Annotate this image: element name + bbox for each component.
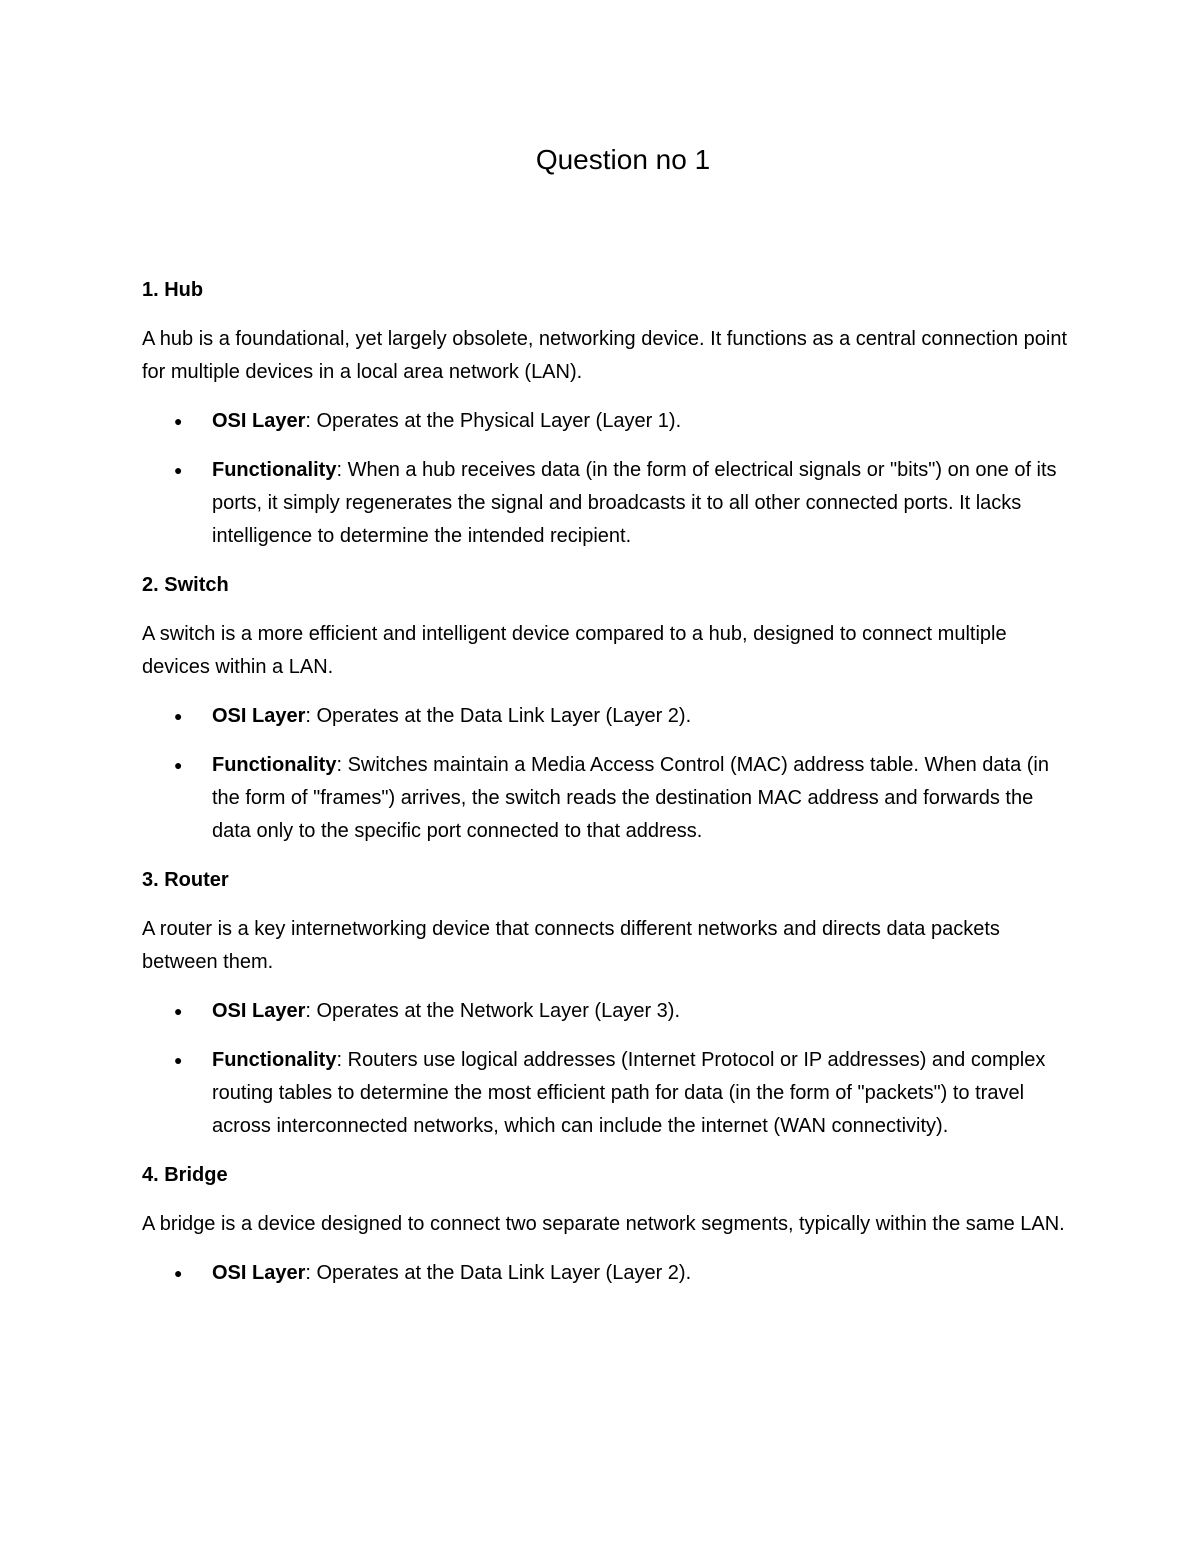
section-description: A hub is a foundational, yet largely obsolete, networking device. It functions as a central connection point for multiple devices in a local area network (LAN).	[142, 328, 1068, 383]
document-title: Question no 1	[535, 144, 711, 175]
section-heading: 4. Bridge	[142, 1164, 228, 1186]
bullet-icon: ●	[174, 462, 183, 478]
section-bridge	[142, 1159, 1072, 1290]
point-term: Functionality	[212, 1049, 337, 1071]
list-item	[142, 995, 1072, 1028]
point-text: : When a hub receives data (in the form of electrical signals or "bits") on one of its ports, it simply regenerates the signal and broadcasts it to all other connected ports. It lacks intelligence to determine the intended recipient.	[212, 459, 1057, 547]
section-description: A router is a key internetworking device that connects different networks and directs data packets between them.	[142, 918, 1000, 973]
point-text: : Routers use logical addresses (Internet Protocol or IP addresses) and complex routing tables to determine the most efficient path for data (in the form of "packets") to travel across interconnected networks, which can include the internet (WAN connectivity).	[212, 1049, 1046, 1137]
section-heading: 2. Switch	[142, 574, 229, 596]
bullet-list	[142, 700, 1072, 848]
point-text: : Operates at the Data Link Layer (Layer 2).	[305, 705, 692, 727]
bullet-icon: ●	[174, 1003, 183, 1019]
bullet-icon: ●	[174, 757, 183, 773]
section-heading: 1. Hub	[142, 279, 204, 301]
point-term: Functionality	[212, 754, 337, 776]
document-page	[142, 140, 1072, 1306]
point-text: : Operates at the Data Link Layer (Layer 2).	[305, 1262, 692, 1284]
point-term: Functionality	[212, 459, 337, 481]
point-text: : Operates at the Physical Layer (Layer 1).	[305, 410, 682, 432]
list-item	[142, 405, 1072, 438]
bullet-icon: ●	[174, 708, 183, 724]
bullet-icon: ●	[174, 413, 183, 429]
bullet-list	[142, 405, 1072, 553]
bullet-list	[142, 1257, 1072, 1290]
point-term: OSI Layer	[212, 1000, 306, 1022]
bullet-icon: ●	[174, 1052, 183, 1068]
list-item	[142, 1257, 1072, 1290]
bullet-list	[142, 995, 1072, 1143]
point-text: : Operates at the Network Layer (Layer 3).	[305, 1000, 680, 1022]
section-description: A bridge is a device designed to connect two separate network segments, typically within the same LAN.	[142, 1213, 1065, 1235]
section-description: A switch is a more efficient and intelligent device compared to a hub, designed to connect multiple devices within a LAN.	[142, 623, 1007, 678]
section-router	[142, 864, 1072, 1143]
list-item	[142, 454, 1072, 553]
point-term: OSI Layer	[212, 410, 306, 432]
point-text: : Switches maintain a Media Access Control (MAC) address table. When data (in the form of "frames") arrives, the switch reads the destination MAC address and forwards the data only to the specific port connected to that address.	[212, 754, 1049, 842]
list-item	[142, 1044, 1072, 1143]
section-hub	[142, 274, 1072, 553]
point-term: OSI Layer	[212, 705, 306, 727]
bullet-icon: ●	[174, 1265, 183, 1281]
list-item	[142, 749, 1072, 848]
section-heading: 3. Router	[142, 869, 229, 891]
list-item	[142, 700, 1072, 733]
section-switch	[142, 569, 1072, 848]
point-term: OSI Layer	[212, 1262, 306, 1284]
